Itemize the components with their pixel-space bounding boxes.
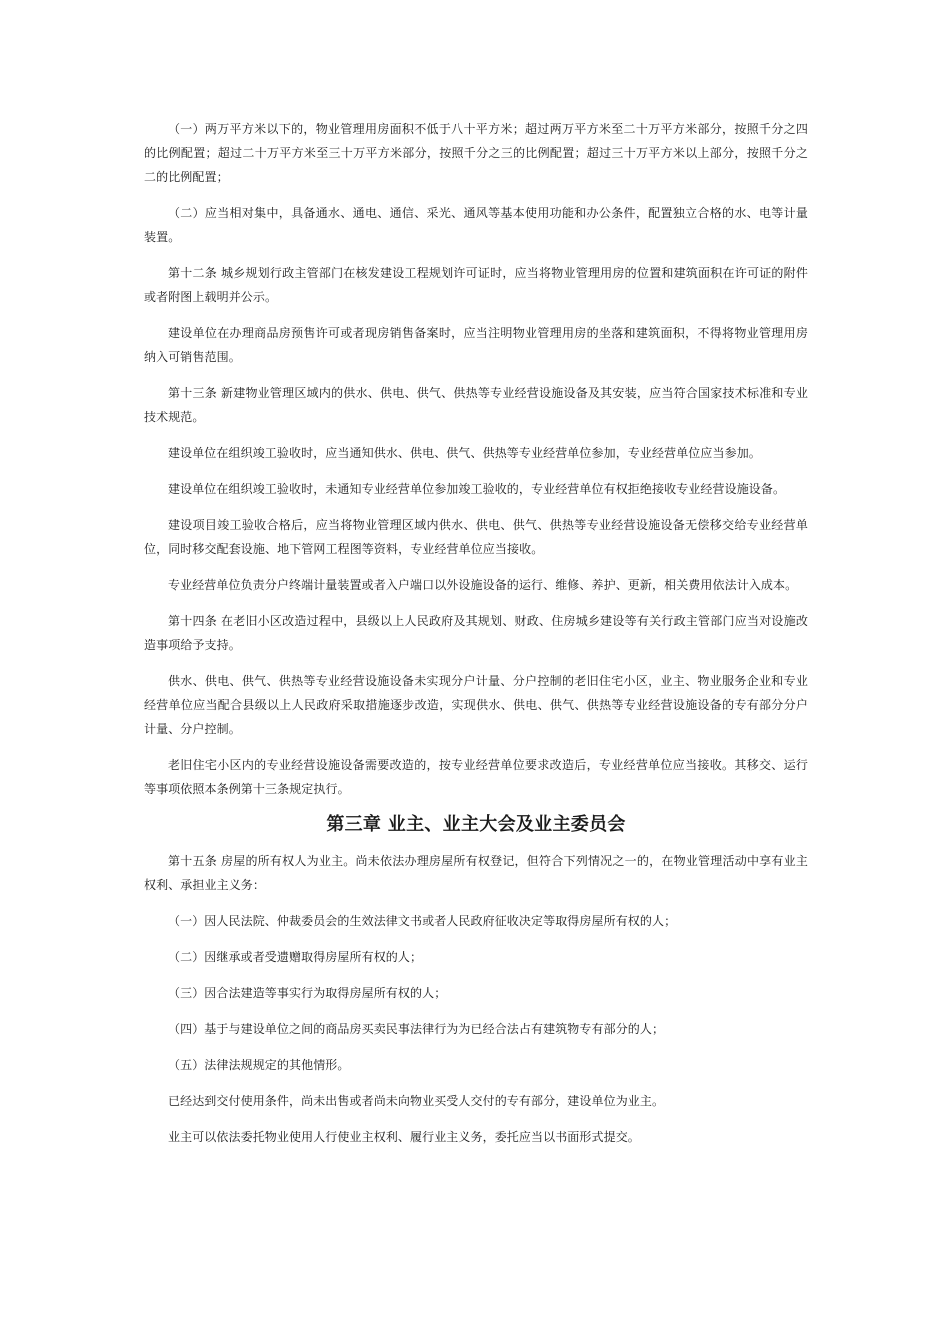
article-13-paragraph: 第十三条 新建物业管理区域内的供水、供电、供气、供热等专业经营设施设备及其安装，应当符合国家技术标准和专业技术规范。 [144,386,808,424]
list-item: （五）法律法规规定的其他情形。 [168,1058,350,1072]
list-item: （四）基于与建设单位之间的商品房买卖民事法律行为为已经合法占有建筑物专有部分的人； [168,1022,665,1036]
paragraph: 建设单位在组织竣工验收时，未通知专业经营单位参加竣工验收的，专业经营单位有权拒绝接收专业经营设施设备。 [168,482,786,496]
list-item: （二）因继承或者受遗赠取得房屋所有权的人； [168,950,423,964]
document-page [144,117,808,1161]
chapter-heading: 第三章 业主、业主大会及业主委员会 [326,814,626,835]
paragraph: 业主可以依法委托物业使用人行使业主权利、履行业主义务，委托应当以书面形式提交。 [168,1130,640,1144]
paragraph: 已经达到交付使用条件，尚未出售或者尚未向物业买受人交付的专有部分，建设单位为业主。 [168,1094,665,1108]
list-item: （一）因人民法院、仲裁委员会的生效法律文书或者人民政府征收决定等取得房屋所有权的人； [168,914,677,928]
paragraph-item-2: （二）应当相对集中，具备通水、通电、通信、采光、通风等基本使用功能和办公条件，配置独立合格的水、电等计量装置。 [144,206,808,244]
paragraph: 供水、供电、供气、供热等专业经营设施设备未实现分户计量、分户控制的老旧住宅小区，业主、物业服务企业和专业经营单位应当配合县级以上人民政府采取措施逐步改造，实现供水、供电、供气、供热等专业经营设施设备的专有部分分户计量、分户控制。 [144,674,808,736]
article-12-paragraph: 第十二条 城乡规划行政主管部门在核发建设工程规划许可证时，应当将物业管理用房的位置和建筑面积在许可证的附件或者附图上载明并公示。 [144,266,808,304]
article-15-paragraph: 第十五条 房屋的所有权人为业主。尚未依法办理房屋所有权登记，但符合下列情况之一的，在物业管理活动中享有业主权利、承担业主义务： [144,854,808,892]
paragraph: 建设项目竣工验收合格后，应当将物业管理区域内供水、供电、供气、供热等专业经营设施设备无偿移交给专业经营单位，同时移交配套设施、地下管网工程图等资料，专业经营单位应当接收。 [144,518,808,556]
paragraph: 专业经营单位负责分户终端计量装置或者入户端口以外设施设备的运行、维修、养护、更新，相关费用依法计入成本。 [168,578,798,592]
article-14-paragraph: 第十四条 在老旧小区改造过程中，县级以上人民政府及其规划、财政、住房城乡建设等有关行政主管部门应当对设施改造事项给予支持。 [144,614,808,652]
paragraph: 建设单位在办理商品房预售许可或者现房销售备案时，应当注明物业管理用房的坐落和建筑面积，不得将物业管理用房纳入可销售范围。 [144,326,808,364]
list-item: （三）因合法建造等事实行为取得房屋所有权的人； [168,986,447,1000]
paragraph-item-1: （一）两万平方米以下的，物业管理用房面积不低于八十平方米；超过两万平方米至二十万平方米部分，按照千分之四的比例配置；超过二十万平方米至三十万平方米部分，按照千分之三的比例配置；超过三十万平方米以上部分，按照千分之二的比例配置； [144,122,808,184]
paragraph: 老旧住宅小区内的专业经营设施设备需要改造的，按专业经营单位要求改造后，专业经营单位应当接收。其移交、运行等事项依照本条例第十三条规定执行。 [144,758,808,796]
paragraph: 建设单位在组织竣工验收时，应当通知供水、供电、供气、供热等专业经营单位参加，专业经营单位应当参加。 [168,446,761,460]
